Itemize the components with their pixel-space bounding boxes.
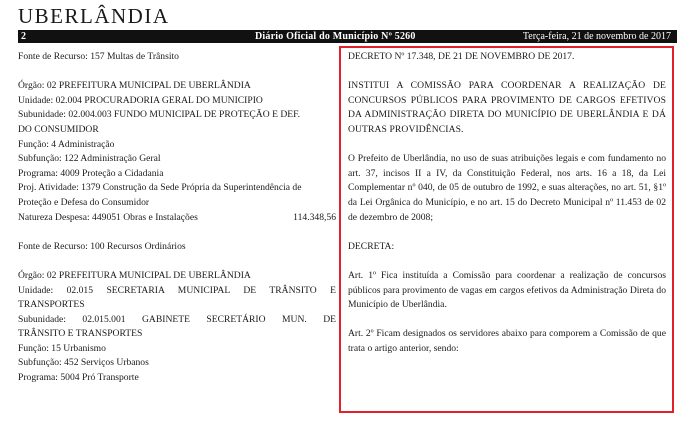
subfuncao-1: Subfunção: 122 Administração Geral <box>18 153 161 165</box>
unidade-1: Unidade: 02.004 PROCURADORIA GERAL DO MUNICIPIO <box>18 94 263 106</box>
funcao-2: Função: 15 Urbanismo <box>18 342 106 354</box>
article-1: Art. 1º Fica instituída a Comissão para coordenar a realização de concursos públicos para provimento de vagas em cargos efetivos da Administração Direta do Município de Uberlândia. <box>348 269 666 311</box>
unidade-2-line2: TRANSPORTES <box>18 299 85 311</box>
subfuncao-2: Subfunção: 452 Serviços Urbanos <box>18 357 149 369</box>
page-number: 2 <box>21 31 26 42</box>
decreta-label: DECRETA: <box>348 240 395 252</box>
funcao-1: Função: 4 Administração <box>18 138 115 150</box>
programa-2: Programa: 5004 Pró Transporte <box>18 372 139 384</box>
decree-preamble: O Prefeito de Uberlândia, no uso de suas atribuições legais e com fundamento no art. 37, incisos II a IV, da Constituição Federal, nos arts. 16 a 18, da Lei Complementar nº 040, de 05 de outubro de 1992, e suas alterações, no art. 51, §1º da Lei Orgânica do Município, e no art. 15 do Decreto Municipal nº 11.453 de 02 de dezembro de 2008; <box>348 153 666 223</box>
subunidade-2-line2: TRÂNSITO E TRANSPORTES <box>18 328 143 340</box>
programa-1: Programa: 4009 Proteção a Cidadania <box>18 167 164 179</box>
decree-heading: DECRETO Nº 17.348, DE 21 DE NOVEMBRO DE 2017. <box>348 51 575 62</box>
subunidade-1-line1: Subunidade: 02.004.003 FUNDO MUNICIPAL DE PROTEÇÃO E DEF. <box>18 109 301 121</box>
issue-date: Terça-feira, 21 de novembro de 2017 <box>522 31 671 42</box>
orgao-1: Órgão: 02 PREFEITURA MUNICIPAL DE UBERLÂNDIA <box>18 80 251 92</box>
gazette-title: Diário Oficial do Município Nº 5260 <box>255 31 416 42</box>
natureza-despesa-row <box>18 211 336 226</box>
masthead-title: UBERLÂNDIA <box>18 4 170 28</box>
projeto-atividade-line2: Proteção e Defesa do Consumidor <box>18 196 150 208</box>
projeto-atividade-line1: Proj. Atividade: 1379 Construção da Sede Própria da Superintendência de <box>18 182 302 194</box>
subunidade-2-line1: Subunidade: 02.015.001 GABINETE SECRETÁRIO MUN. DE <box>18 313 336 325</box>
subunidade-1-line2: DO CONSUMIDOR <box>18 123 99 135</box>
fonte-recurso-1: Fonte de Recurso: 157 Multas de Trânsito <box>18 51 179 62</box>
article-2: Art. 2º Ficam designados os servidores abaixo para comporem a Comissão de que trata o artigo anterior, sendo: <box>348 328 666 354</box>
orgao-2: Órgão: 02 PREFEITURA MUNICIPAL DE UBERLÂNDIA <box>18 269 251 281</box>
left-column <box>18 50 336 386</box>
decree-ementa: INSTITUI A COMISSÃO PARA COORDENAR A REALIZAÇÃO DE CONCURSOS PÚBLICOS PARA PROVIMENTO DE CARGOS EFETIVOS DA ADMINISTRAÇÃO DIRETA DO MUNICÍPIO DE UBERLÂNDIA E DÁ OUTRAS PROVIDÊNCIAS. <box>348 80 666 135</box>
unidade-2-line1: Unidade: 02.015 SECRETARIA MUNICIPAL DE TRÂNSITO E <box>18 284 336 296</box>
fonte-recurso-2: Fonte de Recurso: 100 Recursos Ordinários <box>18 240 186 252</box>
header-bar <box>18 30 677 43</box>
natureza-despesa-value: 114.348,56 <box>293 211 336 223</box>
natureza-despesa-label: Natureza Despesa: 449051 Obras e Instalações <box>18 211 198 223</box>
right-column <box>348 50 666 356</box>
